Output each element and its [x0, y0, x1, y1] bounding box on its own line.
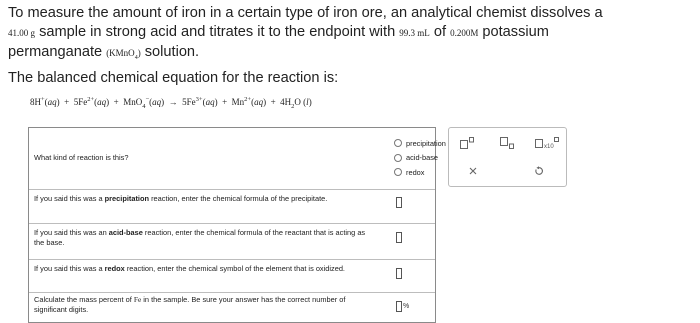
- precipitate-answer-input[interactable]: [396, 197, 402, 208]
- mass-percent-answer-input[interactable]: [396, 301, 402, 312]
- radio-redox[interactable]: redox: [394, 165, 446, 180]
- percent-unit: %: [403, 303, 410, 310]
- radio-acid-base[interactable]: acid-base: [394, 151, 446, 166]
- oxidized-question: If you said this was a redox reaction, enter the chemical symbol of the element that is oxidized.: [34, 264, 345, 273]
- sample-mass: 41.00 g: [8, 28, 35, 38]
- titrant-volume: 99.3 mL: [399, 28, 430, 38]
- prompt-line-2: 41.00 g sample in strong acid and titrates it to the endpoint with 99.3 mL of 0.200M potassium: [8, 24, 549, 40]
- clear-x-icon[interactable]: [469, 167, 477, 175]
- mass-percent-question: Calculate the mass percent of Fe in the sample. Be sure your answer has the correct number of significant digits.: [34, 295, 346, 314]
- equation-heading: The balanced chemical equation for the reaction is:: [8, 70, 339, 86]
- reaction-type-options: [394, 136, 446, 180]
- radio-circle[interactable]: [394, 168, 402, 176]
- base-row: [29, 224, 435, 260]
- mass-percent-row: [29, 293, 435, 322]
- problem-statement: [8, 4, 694, 68]
- prompt-line-1: To measure the amount of iron in a certain type of iron ore, an analytical chemist dissolves a: [8, 5, 603, 21]
- base-question: If you said this was an acid-base reaction, enter the chemical formula of the reactant that is acting as the base.: [34, 228, 366, 247]
- precipitate-row: [29, 190, 435, 224]
- oxidized-answer-input[interactable]: [396, 268, 402, 279]
- radio-precipitation[interactable]: precipitation: [394, 136, 446, 151]
- balanced-equation: $8H^+(aq) + 5Fe^{2+}(aq) + MnO_4^-(aq) \to 5Fe^{3+}(aq) + Mn^{2+}(aq) + 4H_2O$ (l): [30, 96, 312, 110]
- scientific-notation-icon[interactable]: [535, 137, 559, 149]
- precipitate-question: If you said this was a precipitation reaction, enter the chemical formula of the precipitate.: [34, 194, 328, 203]
- oxidized-row: [29, 260, 435, 293]
- reaction-type-question: What kind of reaction is this?: [34, 153, 129, 162]
- reaction-type-row: [29, 128, 446, 190]
- svg-text:x10: x10: [544, 144, 554, 149]
- superscript-box-icon[interactable]: [460, 137, 474, 149]
- subscript-box-icon[interactable]: [500, 137, 514, 149]
- undo-icon[interactable]: [534, 166, 544, 176]
- answer-toolbox: [448, 127, 567, 187]
- radio-circle[interactable]: [394, 154, 402, 162]
- base-answer-input[interactable]: [396, 232, 402, 243]
- permanganate-formula: (KMnO$_4$): [106, 48, 141, 61]
- question-table: [28, 127, 446, 323]
- prompt-line-3: permanganate (KMnO$_4$) solution.: [8, 44, 200, 61]
- titrant-concentration: 0.200M: [450, 28, 479, 38]
- radio-circle[interactable]: [394, 139, 402, 147]
